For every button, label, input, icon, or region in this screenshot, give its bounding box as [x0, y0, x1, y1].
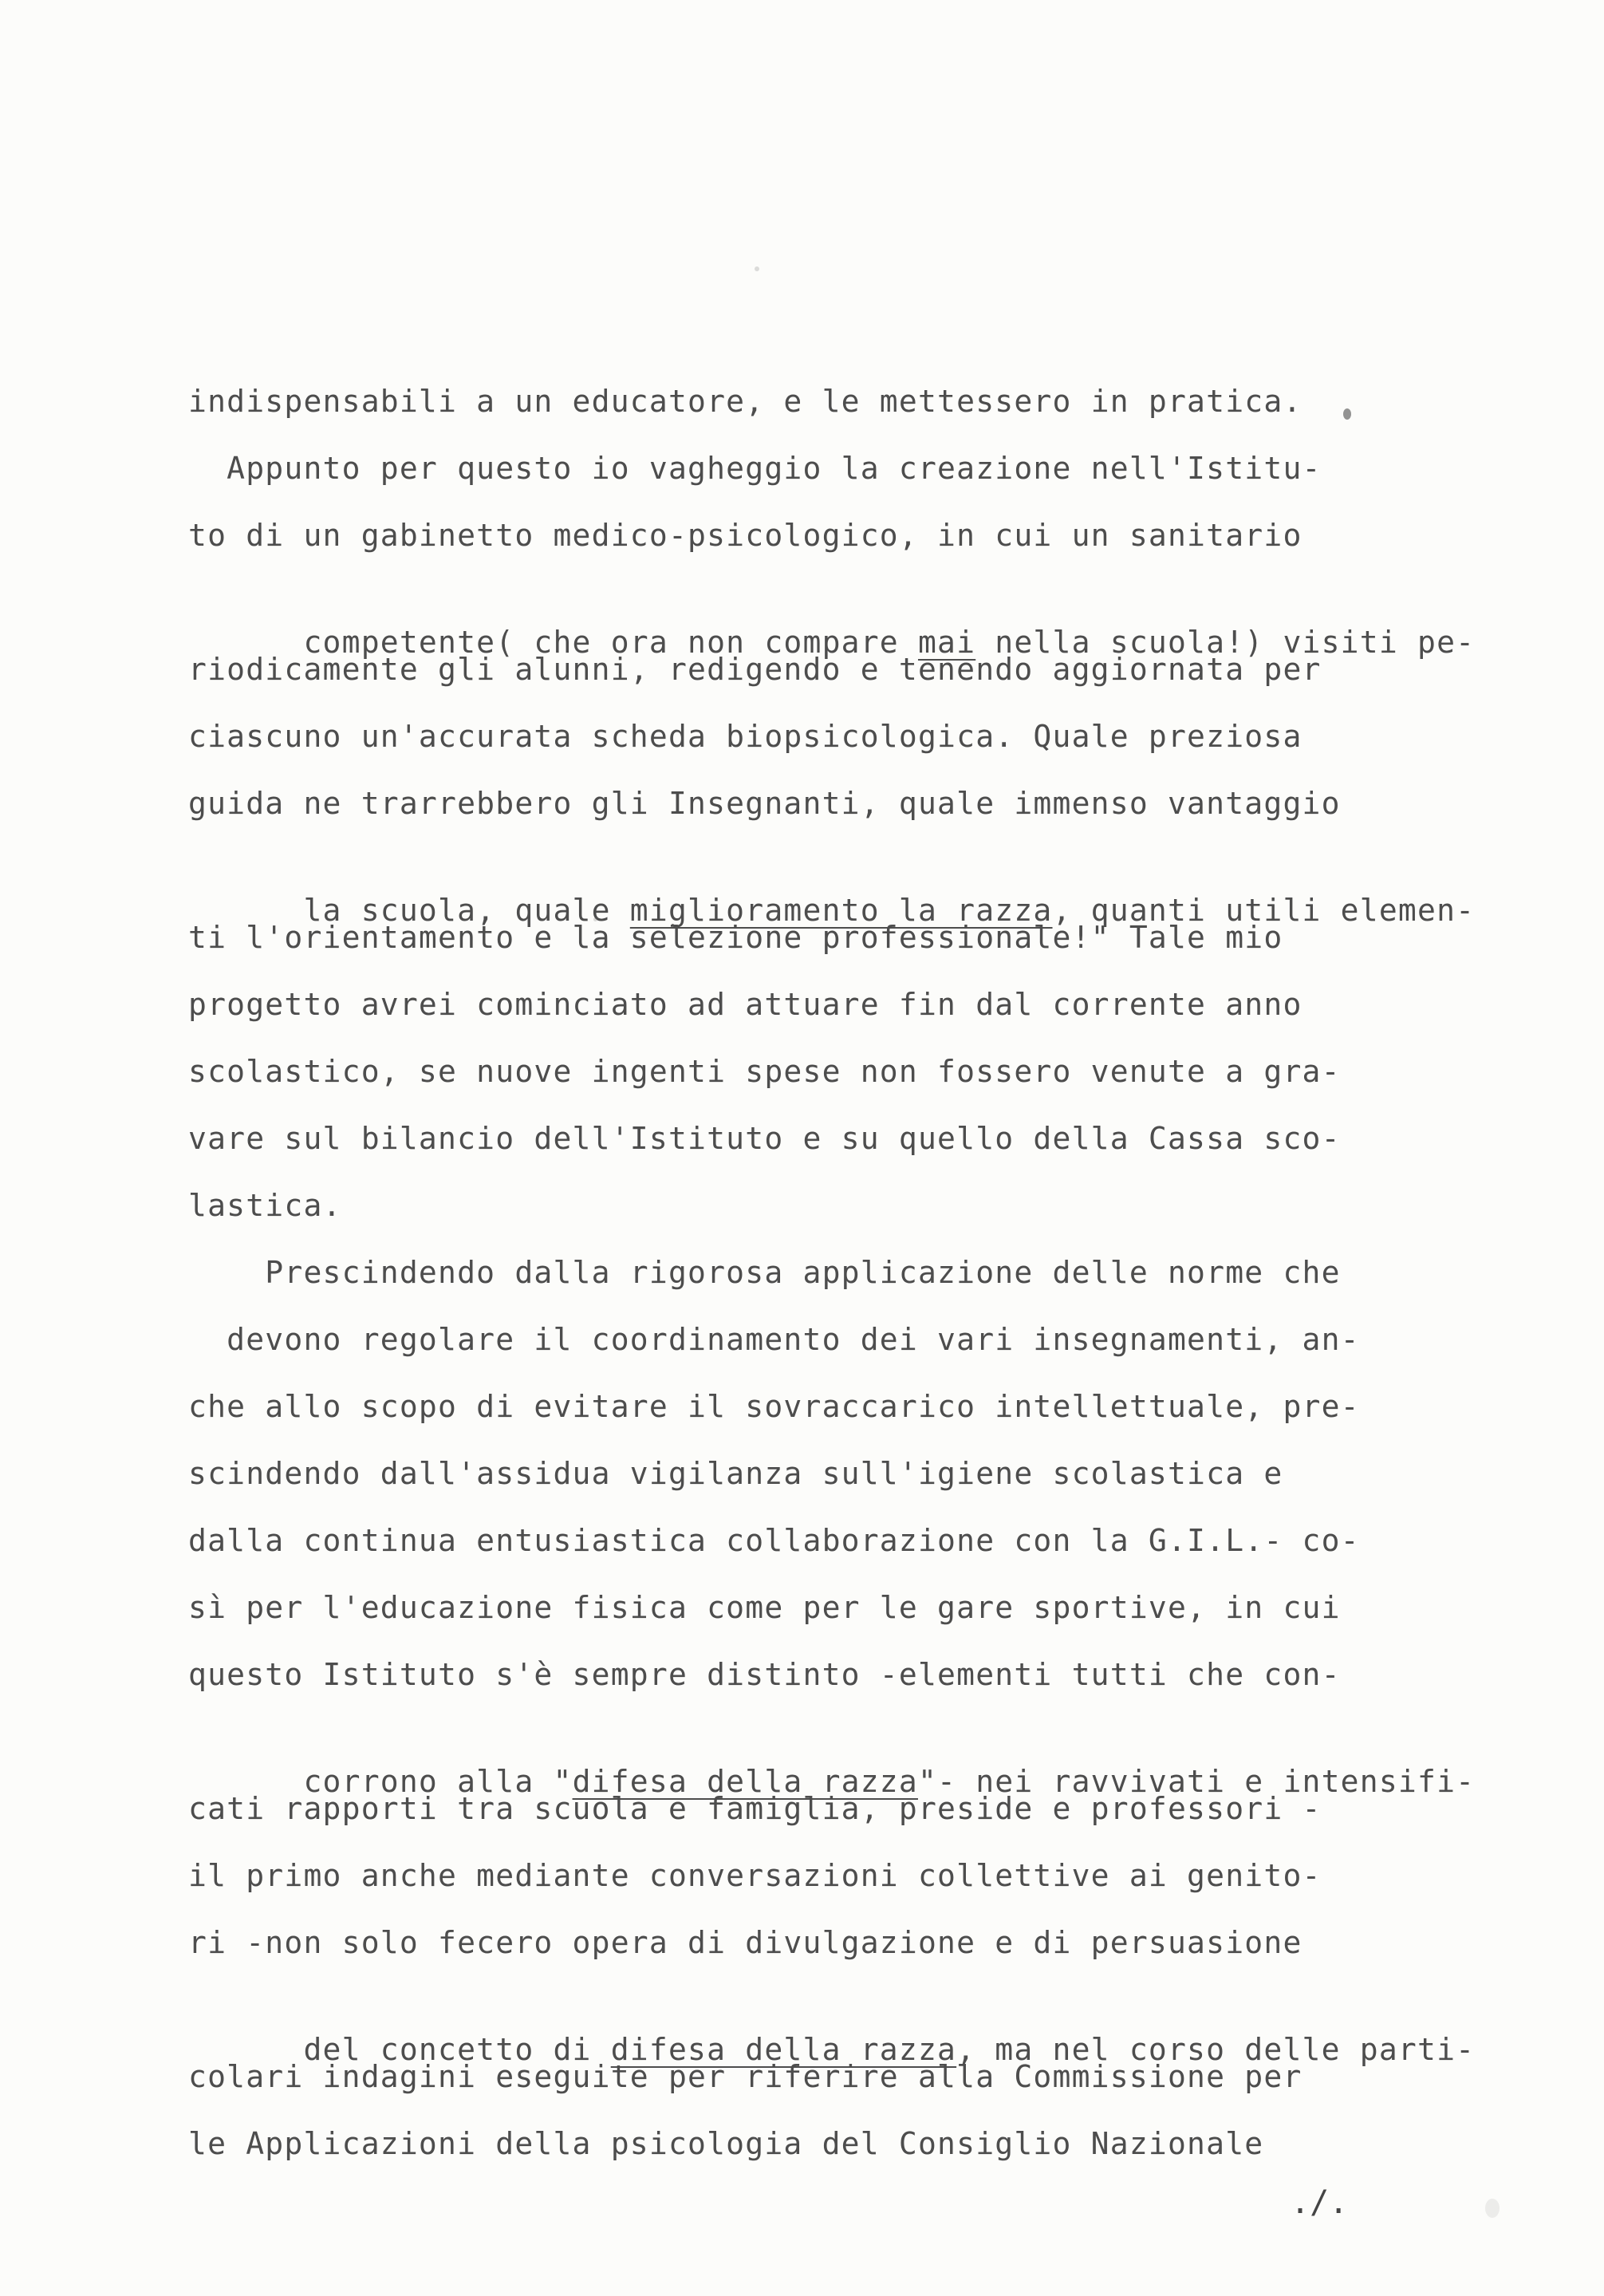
text-line-23: il primo anche mediante conversazioni collettive ai genito- [188, 1858, 1322, 1893]
text-line-9: ti l'orientamento e la selezione professionale!" Tale mio [188, 920, 1283, 955]
underlined-difesa-2: difesa della razza [610, 2032, 957, 2067]
text-line-22: cati rapporti tra scuola e famiglia, preside e professori - [188, 1791, 1322, 1826]
paper-smudge [1485, 2199, 1500, 2218]
text-line-13: lastica. [188, 1188, 342, 1223]
text-line-19: sì per l'educazione fisica come per le gare sportive, in cui [188, 1590, 1341, 1625]
text-line-27: le Applicazioni della psicologia del Consiglio Nazionale [188, 2126, 1264, 2161]
text-line-8-part-1: la scuola, quale [303, 893, 630, 928]
text-line-18: dalla continua entusiastica collaborazione con la G.I.L.- co- [188, 1523, 1360, 1558]
text-line-4-part-2: nella scuola!) visiti pe- [975, 625, 1476, 660]
text-line-21-part-1: corrono alla " [303, 1764, 573, 1799]
text-line-26: colari indagini eseguite per riferire alla Commissione per [188, 2059, 1303, 2094]
text-line-11: scolastico, se nuove ingenti spese non fossero venute a gra- [188, 1054, 1341, 1089]
text-line-2: Appunto per questo io vagheggio la creazione nell'Istitu- [188, 451, 1322, 486]
text-line-25-part-2: , ma nel corso delle parti- [956, 2032, 1476, 2067]
text-line-25-part-1: del concetto di [303, 2032, 611, 2067]
continuation-mark: ./. [1291, 2184, 1349, 2221]
text-line-15: devono regolare il coordinamento dei vari insegnamenti, an- [188, 1322, 1360, 1357]
underlined-miglioramento: miglioramento la razza [629, 893, 1053, 928]
text-line-4-part-1: competente( che ora non compare [303, 625, 918, 660]
text-line-16: che allo scopo di evitare il sovraccarico intellettuale, pre- [188, 1389, 1360, 1424]
text-line-17: scindendo dall'assidua vigilanza sull'igiene scolastica e [188, 1456, 1283, 1491]
text-line-24: ri -non solo fecero opera di divulgazione e di persuasione [188, 1925, 1303, 1960]
text-line-7: guida ne trarrebbero gli Insegnanti, quale immenso vantaggio [188, 786, 1341, 821]
text-line-12: vare sul bilancio dell'Istituto e su quello della Cassa sco- [188, 1121, 1341, 1156]
paper-speck [755, 266, 759, 271]
text-line-10: progetto avrei cominciato ad attuare fin dal corrente anno [188, 987, 1303, 1022]
text-line-6: ciascuno un'accurata scheda biopsicologica. Quale preziosa [188, 719, 1303, 754]
ink-blot-mark [1343, 408, 1351, 420]
text-line-14: Prescindendo dalla rigorosa applicazione delle norme che [188, 1255, 1341, 1290]
text-line-21-part-2: "- nei ravvivati e intensifi- [917, 1764, 1476, 1799]
underlined-difesa-1: difesa della razza [572, 1764, 918, 1799]
text-line-20: questo Istituto s'è sempre distinto -elementi tutti che con- [188, 1657, 1341, 1692]
text-line-8-part-2: , quanti utili elemen- [1052, 893, 1476, 928]
underlined-mai: mai [917, 625, 976, 660]
paper-speck [593, 917, 597, 921]
text-line-5: riodicamente gli alunni, redigendo e tenendo aggiornata per [188, 652, 1322, 687]
text-line-3: to di un gabinetto medico-psicologico, in cui un sanitario [188, 518, 1303, 553]
text-line-1: indispensabili a un educatore, e le mettessero in pratica. [188, 384, 1303, 419]
